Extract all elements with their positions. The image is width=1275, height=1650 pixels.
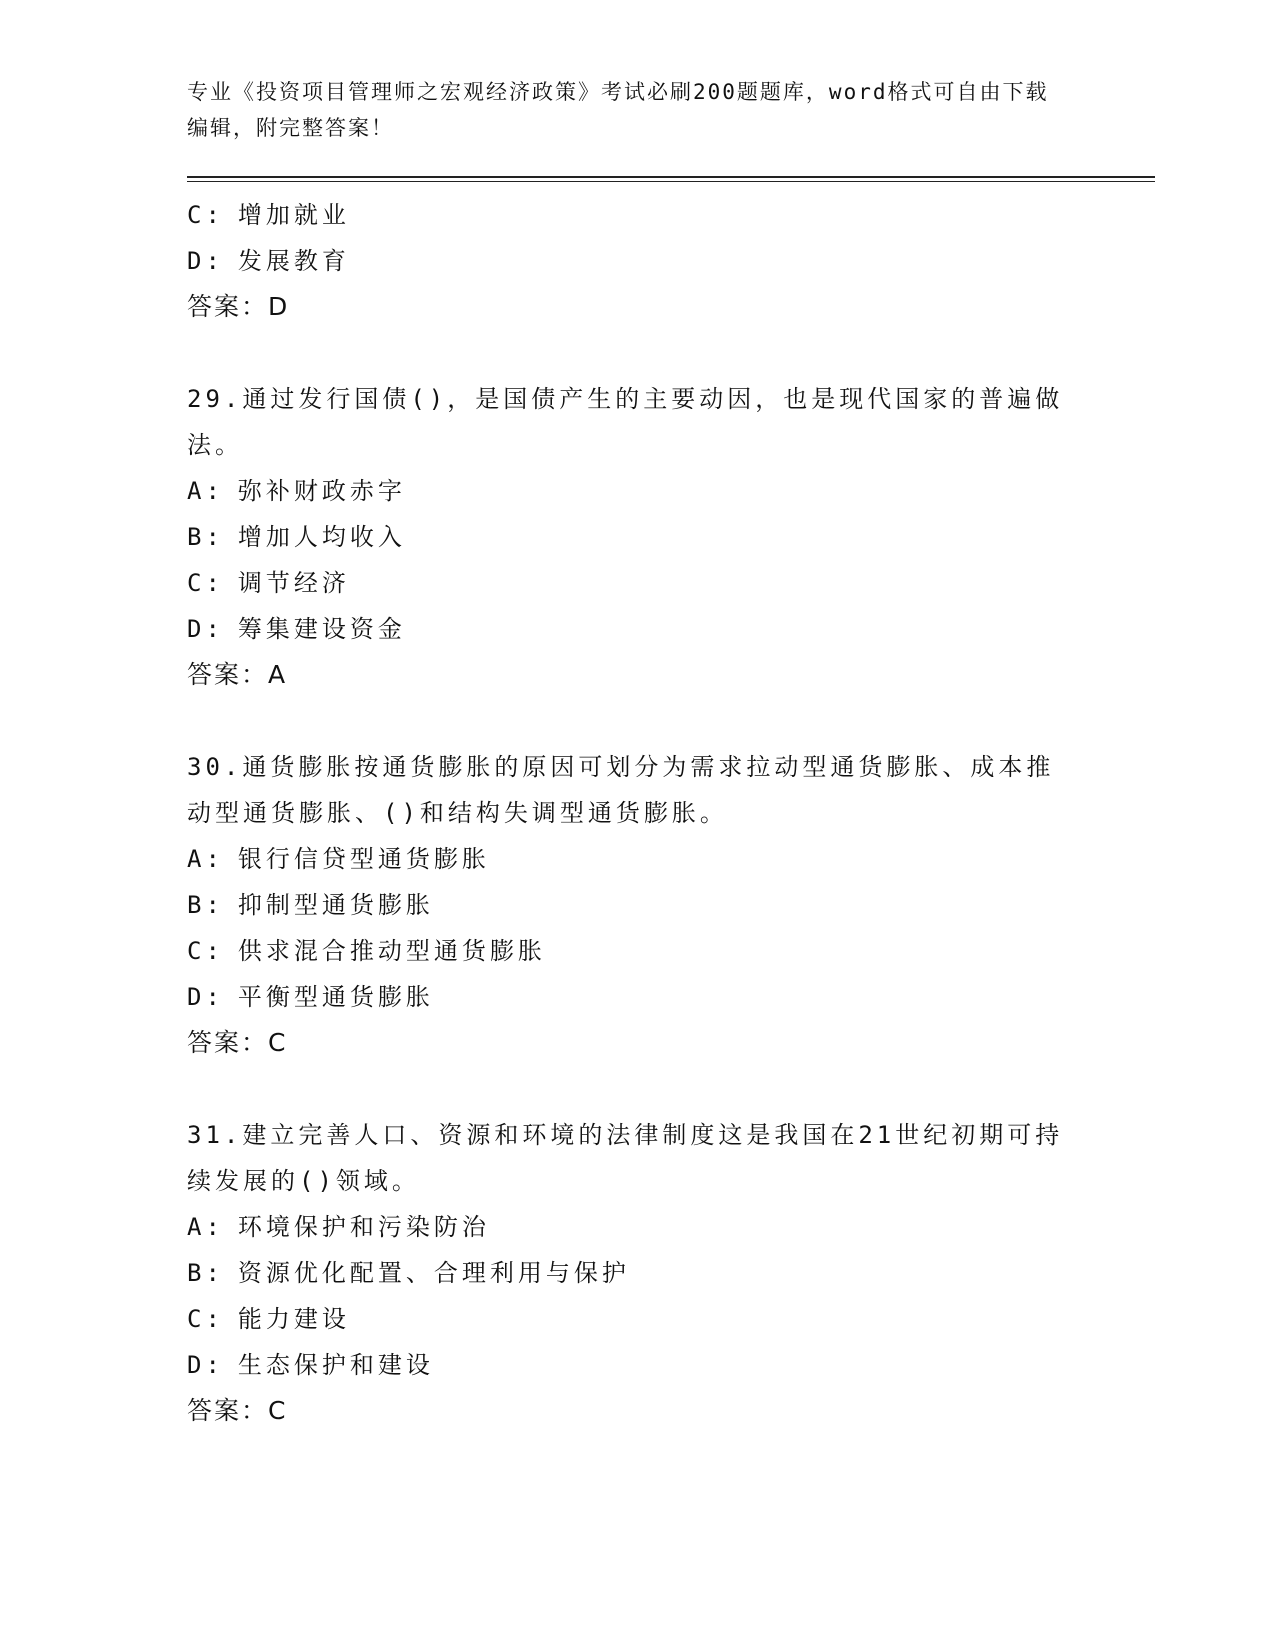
option-text: 调节经济 bbox=[237, 569, 350, 597]
question-stem: 31.建立完善人口、资源和环境的法律制度这是我国在21世纪初期可持续发展的()领域。 bbox=[187, 1121, 1064, 1195]
question-stem: 29.通过发行国债()，是国债产生的主要动因，也是现代国家的普遍做法。 bbox=[187, 385, 1064, 459]
partial-question-28 bbox=[187, 192, 1087, 330]
option-separator: : bbox=[205, 1351, 224, 1379]
option-separator: : bbox=[205, 247, 224, 275]
document-body bbox=[187, 192, 1087, 1434]
option-c bbox=[187, 560, 1087, 606]
option-key: B bbox=[187, 891, 206, 919]
option-separator: : bbox=[205, 1305, 224, 1333]
option-separator: : bbox=[205, 1213, 224, 1241]
option-text: 筹集建设资金 bbox=[237, 615, 406, 643]
answer-line bbox=[187, 284, 1087, 330]
option-key: D bbox=[187, 983, 206, 1011]
option-d bbox=[187, 606, 1087, 652]
option-separator: : bbox=[205, 845, 224, 873]
question-30 bbox=[187, 744, 1087, 1066]
option-text: 环境保护和污染防治 bbox=[237, 1213, 490, 1241]
option-b bbox=[187, 882, 1087, 928]
option-c bbox=[187, 192, 1087, 238]
option-key: D bbox=[187, 247, 206, 275]
option-separator: : bbox=[205, 891, 224, 919]
option-key: D bbox=[187, 615, 206, 643]
option-separator: : bbox=[205, 1259, 224, 1287]
answer-value: C bbox=[268, 1396, 288, 1425]
answer-line bbox=[187, 1388, 1087, 1434]
option-text: 生态保护和建设 bbox=[237, 1351, 434, 1379]
option-text: 供求混合推动型通货膨胀 bbox=[237, 937, 546, 965]
option-key: C bbox=[187, 1305, 206, 1333]
option-key: A bbox=[187, 1213, 206, 1241]
option-separator: : bbox=[205, 937, 224, 965]
option-a bbox=[187, 836, 1087, 882]
option-text: 弥补财政赤字 bbox=[237, 477, 406, 505]
option-separator: : bbox=[205, 523, 224, 551]
option-c bbox=[187, 928, 1087, 974]
question-31 bbox=[187, 1112, 1087, 1434]
option-b bbox=[187, 514, 1087, 560]
option-key: C bbox=[187, 569, 206, 597]
option-b bbox=[187, 1250, 1087, 1296]
question-stem: 30.通货膨胀按通货膨胀的原因可划分为需求拉动型通货膨胀、成本推动型通货膨胀、()和结构失调型通货膨胀。 bbox=[187, 753, 1055, 827]
answer-label: 答案： bbox=[187, 1396, 269, 1425]
option-text: 能力建设 bbox=[237, 1305, 350, 1333]
option-a bbox=[187, 1204, 1087, 1250]
header-divider bbox=[187, 176, 1155, 182]
page-header: 专业《投资项目管理师之宏观经济政策》考试必刷200题题库，word格式可自由下载编辑，附完整答案！ bbox=[187, 80, 1049, 140]
option-key: B bbox=[187, 1259, 206, 1287]
answer-value: A bbox=[268, 660, 288, 689]
option-a bbox=[187, 468, 1087, 514]
answer-label: 答案： bbox=[187, 292, 269, 321]
option-text: 抑制型通货膨胀 bbox=[237, 891, 434, 919]
question-29 bbox=[187, 376, 1087, 698]
option-key: D bbox=[187, 1351, 206, 1379]
option-separator: : bbox=[205, 615, 224, 643]
option-d bbox=[187, 1342, 1087, 1388]
option-text: 增加就业 bbox=[237, 201, 350, 229]
option-key: B bbox=[187, 523, 206, 551]
option-d bbox=[187, 974, 1087, 1020]
option-d bbox=[187, 238, 1087, 284]
option-key: C bbox=[187, 201, 206, 229]
option-separator: : bbox=[205, 201, 224, 229]
option-text: 平衡型通货膨胀 bbox=[237, 983, 434, 1011]
answer-line bbox=[187, 652, 1087, 698]
answer-label: 答案： bbox=[187, 1028, 269, 1057]
option-separator: : bbox=[205, 983, 224, 1011]
answer-label: 答案： bbox=[187, 660, 269, 689]
answer-value: C bbox=[268, 1028, 288, 1057]
option-separator: : bbox=[205, 569, 224, 597]
option-text: 银行信贷型通货膨胀 bbox=[237, 845, 490, 873]
option-key: A bbox=[187, 477, 206, 505]
option-c bbox=[187, 1296, 1087, 1342]
option-separator: : bbox=[205, 477, 224, 505]
option-key: A bbox=[187, 845, 206, 873]
option-text: 资源优化配置、合理利用与保护 bbox=[237, 1259, 630, 1287]
answer-line bbox=[187, 1020, 1087, 1066]
answer-value: D bbox=[268, 292, 290, 321]
option-text: 发展教育 bbox=[237, 247, 350, 275]
option-text: 增加人均收入 bbox=[237, 523, 406, 551]
option-key: C bbox=[187, 937, 206, 965]
